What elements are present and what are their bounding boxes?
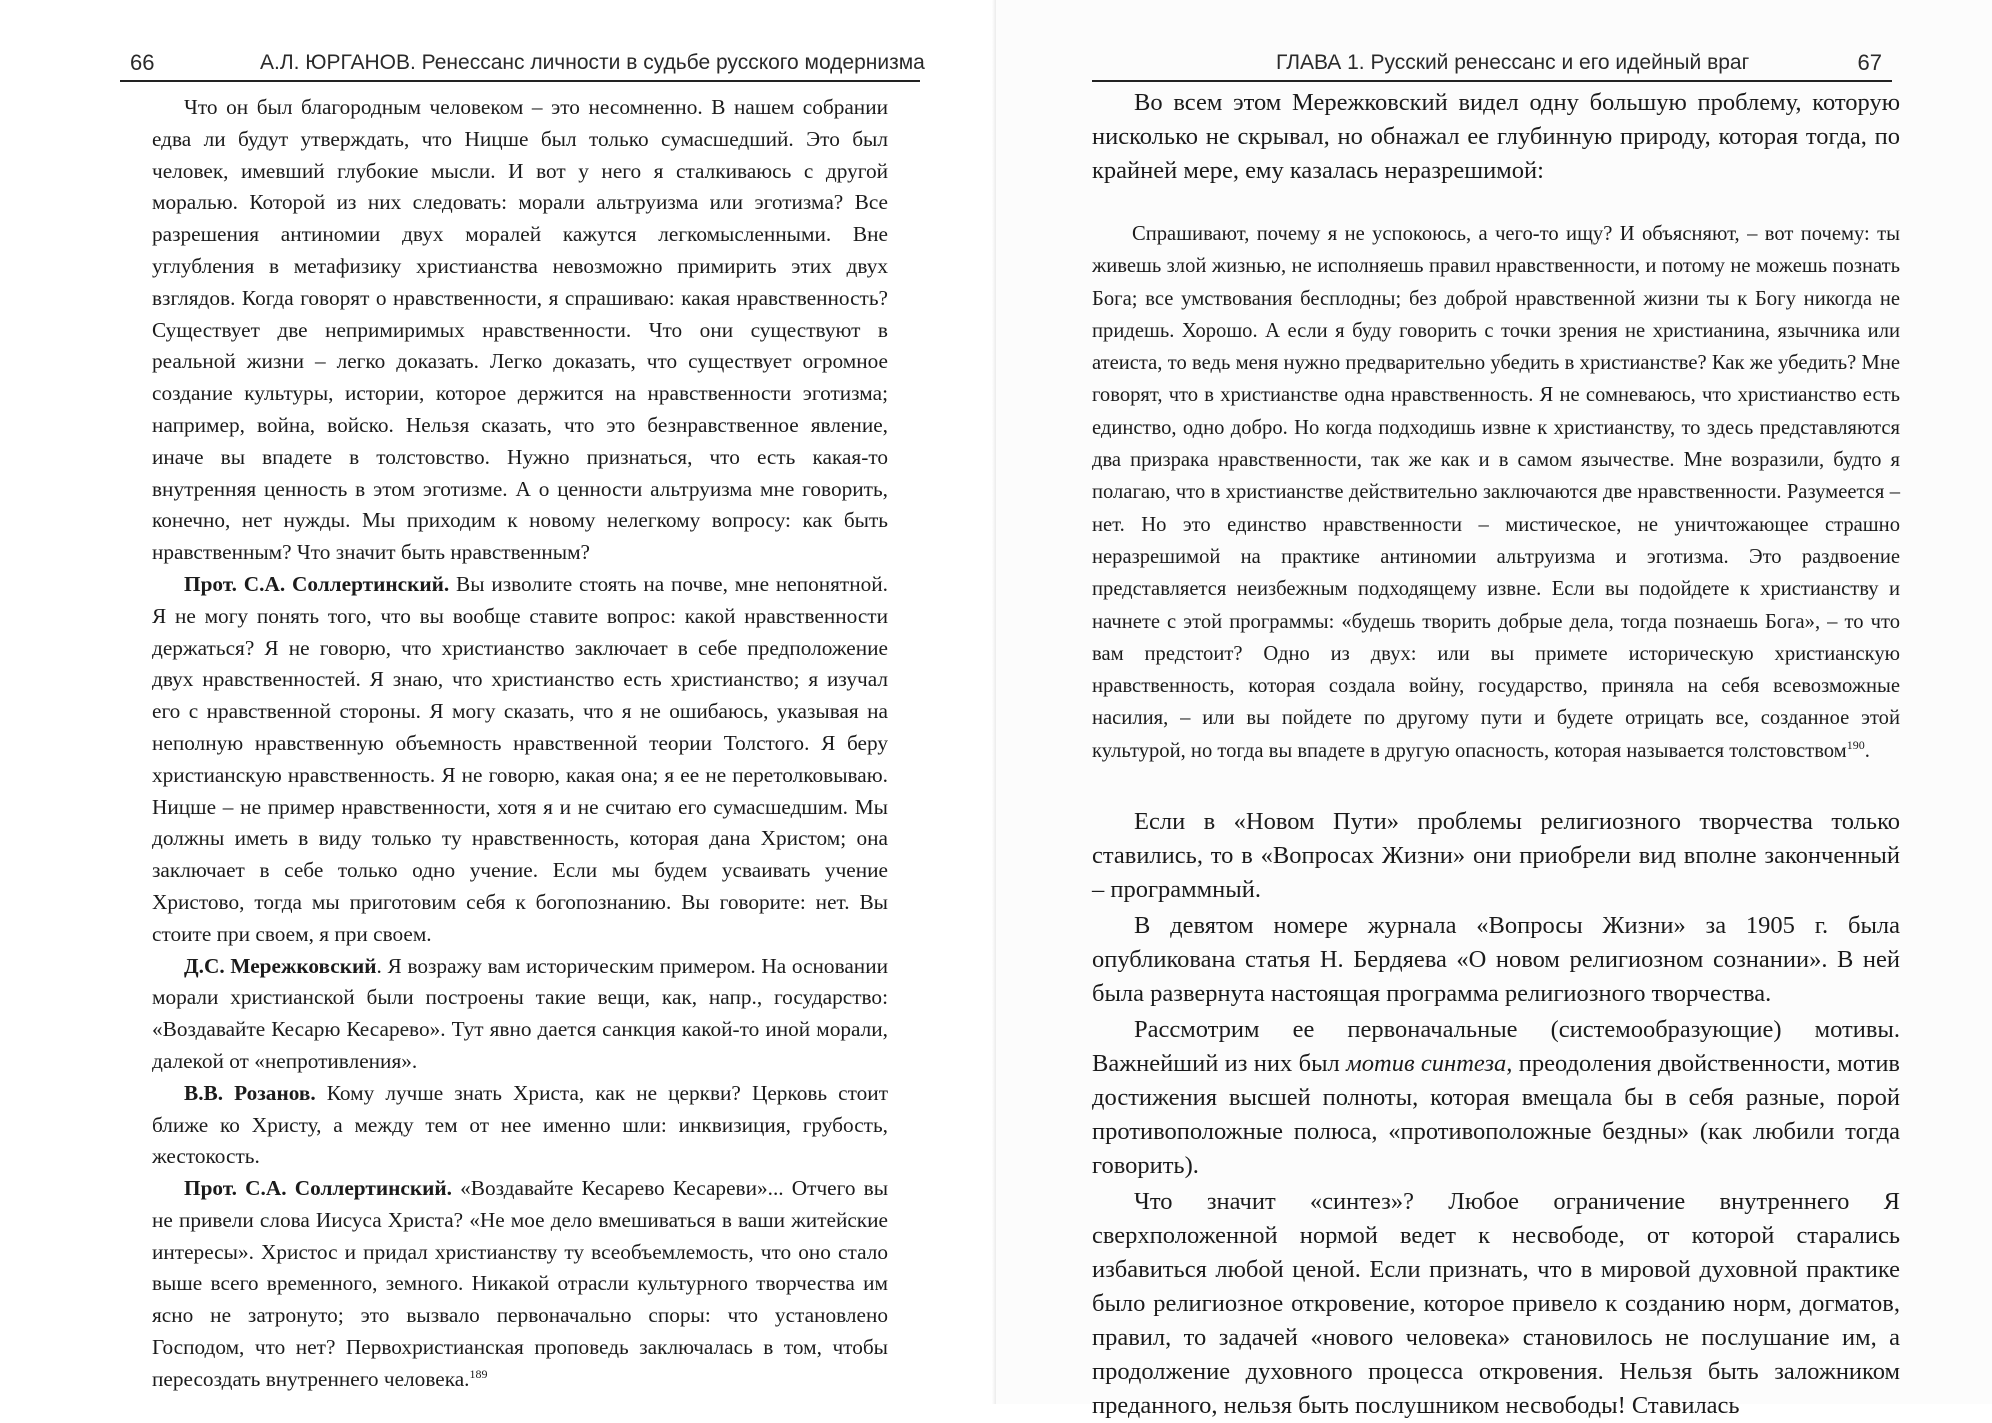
left-running-head-text: А.Л. ЮРГАНОВ. Ренессанс личности в судьбе русского модернизма <box>260 51 925 74</box>
block-quote: Спрашивают, почему я не успокоюсь, а чего-то ищу? И объясняют, – вот почему: ты живешь злой жизнью, не исполняешь правил нравственности, и потому не можешь познать Бога; все умствования бесплодны; без доброй нравственной жизни ты к Богу никогда не придешь. Хорошо. А если я буду говорить с точки зрения не христианина, язычника или атеиста, то ведь меня нужно предварительно убедить в христианстве? Как же убедить? Мне говорят, что в христианстве одна нравственность. Я не сомневаюсь, что христианство есть единство, одно добро. Но когда подходишь извне к христианству, то здесь представляются два призрака нравственности, так же как и в самом язычестве. Мне возразили, будто я полагаю, что в христианстве действительно заключаются две нравственности. Разумеется – нет. Но это единство нравственности – мистическое, не уничтожающее страшно неразрешимой на практике антиномии альтруизма и эготизма. Это раздвоение представляется неизбежным подходящему извне. Если вы подойдете к христианству и начнете с этой программы: «будешь творить добрые дела, тогда познаешь Бога», – то что вам предстоит? Одно из двух: или вы примете историческую христианскую нравственность, которая создала войну, государство, приняла на себя всевозможные насилия, – или вы пойдете по другому пути и будете отрицать все, созданное этой культурой, но тогда вы впадете в другую опасность, которая называется толстовством$^{190}$. <box>1092 223 1900 762</box>
paragraph: Д.С. Мережковский. Я возражу вам историческим примером. На основании морали христианской были построены такие вещи, как, напр., государство: «Воздавайте Кесарю Кесарево». Тут явно дается санкция какой-то иной морали, далекой от «непротивления». <box>152 953 888 1073</box>
speaker: Прот. С.А. Соллертинский. <box>184 1176 452 1201</box>
right-running-head-text: ГЛАВА 1. Русский ренессанс и его идейный враг <box>1276 51 1750 74</box>
right-page-number: 67 <box>1857 50 1882 75</box>
left-page <box>0 0 996 1404</box>
lead-paragraph: Во всем этом Мережковский видел одну большую проблему, которую нисколько не скрывал, но обнажал ее глубинную природу, которая тогда, по крайней мере, ему казалась неразрешимой: <box>1092 89 1900 184</box>
paragraph: В девятом номере журнала «Вопросы Жизни» за 1905 г. была опубликована статья Н. Бердяева «О новом религиозном сознании». В ней была развернута настоящая программа религиозного творчества. <box>1092 912 1900 1008</box>
paragraph: Что он был благородным человеком – это несомненно. В нашем собрании едва ли будут утверждать, что Ницше был только сумасшедший. Это был человек, имевший глубокие мысли. И вот у него я сталкиваюсь с другой моралью. Которой из них следовать: морали альтруизма или эготизма? Все разрешения антиномии двух моралей кажутся легкомысленными. Вне углубления в метафизику христианства невозможно примирить этих двух взглядов. Когда говорят о нравственности, я спрашиваю: какая нравственность? Существует две непримиримых нравственности. Что они существуют в реальной жизни – легко доказать. Легко доказать, что существует огромное создание культуры, истории, которое держится на нравственности эготизма; например, война, войско. Нельзя сказать, что это безнравственное явление, иначе вы впадете в толстовство. Нужно признаться, что есть какая-то внутренняя ценность в этом эготизме. А о ценности альтруизма мне говорить, конечно, нет нужды. Мы приходим к новому нелегкому вопросу: как быть нравственным? Что значит быть нравственным? <box>152 95 888 565</box>
paragraph: Прот. С.А. Соллертинский. «Воздавайте Кесарево Кесареви»... Отчего вы не привели слова Иисуса Христа? «Не мое дело вмешиваться в ваши житейские интересы». Христос и придал христианству ту всеобъемлемость, что оно стало выше всего временного, земного. Никакой отрасли культурного творчества им ясно не затронуто; это вызвало первоначально споры: что установлено Господом, что нет? Первохристианская проповедь заключалась в том, чтобы пересоздать внутреннего человека.$^{189}$ <box>152 1176 888 1391</box>
right-text-column <box>1092 86 1900 1423</box>
paragraph: Прот. С.А. Соллертинский. Вы изволите стоять на почве, мне непонятной. Я не могу понять того, что вы вообще ставите вопрос: какой нравственности держаться? Я не говорю, что христианство заключает в себе предположение двух нравственностей. Я знаю, что христианство есть христианство; я изучал его с нравственной стороны. Я могу сказать, что я не ошибаюсь, указывая на неполную нравственную объемность нравственной теории Толстого. Я беру христианскую нравственность. Я не говорю, какая она; я ее не перетолковываю. Ницше – не пример нравственности, хотя я и не считаю его сумасшедшим. Мы должны иметь в виду только ту нравственность, которая дана Христом; она заключает в себе только одно учение. Если мы будем усваивать учение Христово, тогда мы приготовим себя к богопознанию. Вы говорите: нет. Вы стоите при своем, я при своем. <box>152 571 888 946</box>
right-body <box>1092 805 1900 1423</box>
footnote-ref: 190 <box>1846 737 1865 752</box>
right-running-head <box>1092 50 1892 84</box>
speaker: Д.С. Мережковский <box>184 953 377 978</box>
left-running-head <box>120 50 925 84</box>
italic-term: мотив синтеза, <box>1346 1050 1513 1078</box>
paragraph: Что значит «синтез»? Любое ограничение внутреннего Я сверхположенной нормой ведет к несвободе, от которой старались избавиться любой ценой. Если признать, что в мировой духовной практике было религиозное откровение, которое привело к созданию норм, догматов, правил, то задачей «нового человека» становилось не послушание им, а продолжение духовного процесса откровения. Нельзя быть заложником преданного, нельзя быть послушником несвободы! Ставилась <box>1092 1188 1900 1420</box>
speaker: Прот. С.А. Соллертинский. <box>184 571 450 596</box>
paragraph: В.В. Розанов. Кому лучше знать Христа, как не церкви? Церковь стоит ближе ко Христу, а между тем от нее именно шли: инквизиция, грубость, жестокость. <box>152 1080 889 1169</box>
left-header-rule <box>120 80 920 82</box>
paragraph: Если в «Новом Пути» проблемы религиозного творчества только ставились, то в «Вопросах Жизни» они приобрели вид вполне законченный – программный. <box>1092 808 1900 904</box>
paragraph: Рассмотрим ее первоначальные (системообразующие) мотивы. Важнейший из них был мотив синтеза, преодоления двойственности, мотив достижения высшей полноты, которая вмещала бы в себя разные, порой противоположные полюса, «противоположные бездны» (как любили тогда говорить). <box>1092 1016 1901 1180</box>
footnote-ref: 189 <box>469 1366 488 1381</box>
left-page-number: 66 <box>130 50 155 75</box>
left-text-column <box>152 92 888 1396</box>
speaker: В.В. Розанов. <box>184 1080 316 1105</box>
right-page <box>996 0 1992 1420</box>
